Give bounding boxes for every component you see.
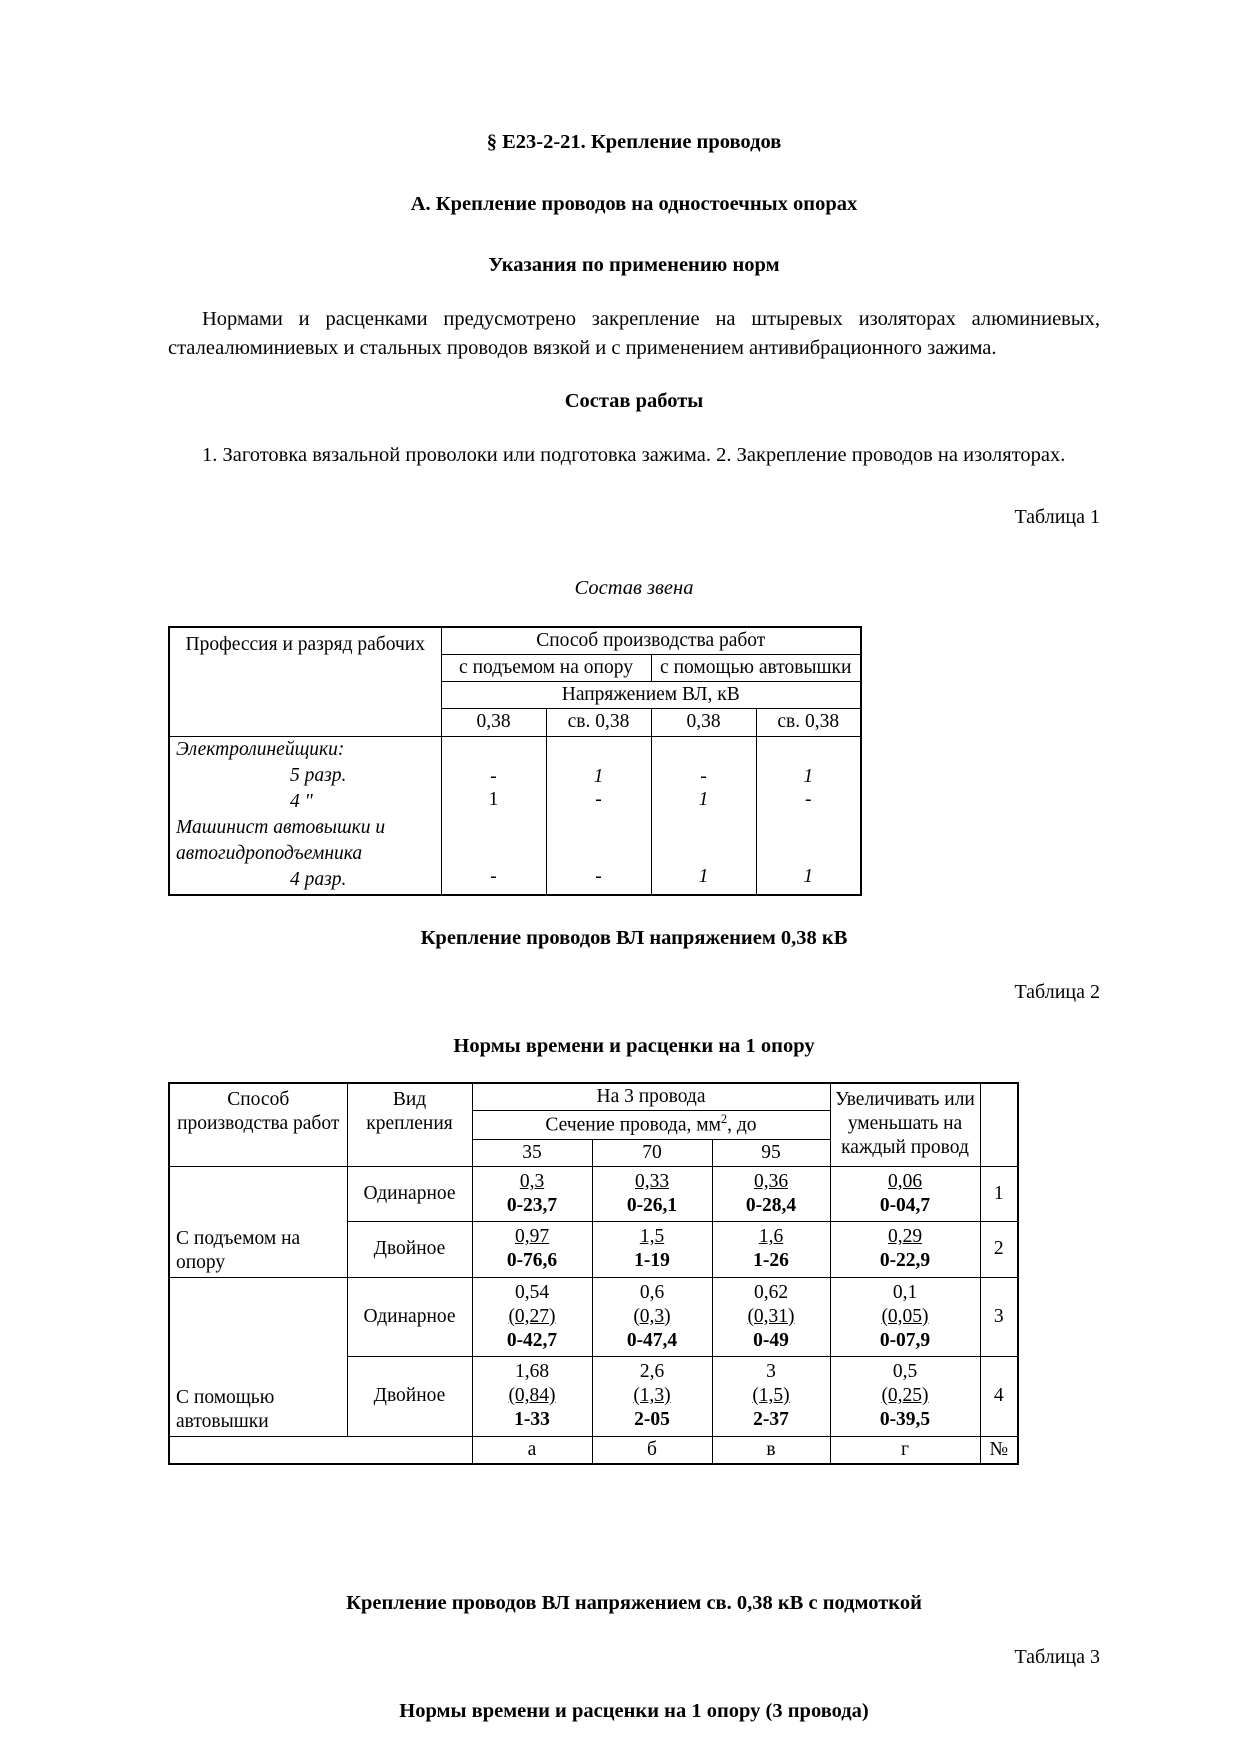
table1-value: 1 — [803, 765, 814, 787]
table2-col-adjust: Увеличивать или уменьшать на каждый провод — [830, 1083, 980, 1167]
table2-data-cell — [472, 1357, 592, 1437]
table1-row-label: 4 " — [169, 789, 441, 815]
table2-data-cell — [712, 1222, 830, 1277]
norm-value: 0,97 — [514, 1226, 550, 1248]
rate-value: 1-33 — [514, 1409, 550, 1431]
table1-voltage-4: св. 0,38 — [756, 709, 861, 736]
table2-footer-a: а — [472, 1436, 592, 1464]
table2-section-tail: , до — [727, 1114, 757, 1136]
table2-footer-g: г — [830, 1436, 980, 1464]
rate-value: 0-39,5 — [879, 1409, 931, 1431]
subsection-title: А. Крепление проводов на одностоечных опорах — [410, 192, 858, 215]
norm-value: 0,1 — [892, 1281, 918, 1303]
table2-col-kind: Вид крепления — [347, 1083, 472, 1167]
norm-value: 0,06 — [887, 1170, 923, 1192]
table2-row-number: 4 — [980, 1357, 1018, 1437]
rate-value: 1-19 — [634, 1250, 670, 1272]
table3-label: Таблица 3 — [1014, 1646, 1100, 1669]
table-norms-per-support — [168, 1082, 1019, 1465]
table2-section-35: 35 — [472, 1139, 592, 1166]
table2-kind-label: Одинарное — [347, 1166, 472, 1221]
table1-caption: Состав звена — [574, 576, 694, 599]
table2-data-cell — [712, 1166, 830, 1221]
rate-value: 0-76,6 — [506, 1250, 558, 1272]
table2-data-cell — [472, 1166, 592, 1221]
table1-value: 1 — [593, 765, 604, 787]
table1-voltage-label: Напряжением ВЛ, кВ — [441, 682, 861, 709]
table1-col-profession: Профессия и разряд рабочих — [169, 627, 441, 736]
table2-heading: Крепление проводов ВЛ напряжением 0,38 кВ — [420, 926, 848, 949]
norm-alt-value: (0,84) — [508, 1385, 556, 1407]
rate-value: 0-22,9 — [879, 1250, 931, 1272]
norm-value: 0,3 — [519, 1170, 545, 1192]
table1-voltage-2: св. 0,38 — [546, 709, 651, 736]
table2-data-cell — [592, 1277, 712, 1357]
rate-value: 0-04,7 — [879, 1194, 931, 1216]
table1-value: 1 — [698, 866, 709, 888]
norm-value: 1,5 — [639, 1226, 665, 1248]
table2-method-label: С подъемом на опору — [169, 1166, 347, 1277]
table1-cellgroup-v4 — [756, 736, 861, 895]
table2-header-row-1 — [169, 1083, 1018, 1111]
table2-data-cell — [592, 1166, 712, 1221]
rate-value: 1-26 — [753, 1250, 789, 1272]
norm-value: 0,62 — [753, 1281, 789, 1303]
table2-kind-label: Двойное — [347, 1222, 472, 1277]
table3-caption: Нормы времени и расценки на 1 опору (3 провода) — [399, 1700, 869, 1723]
table1-cellgroup-v3 — [651, 736, 756, 895]
table1-label: Таблица 1 — [1014, 505, 1100, 528]
usage-paragraph: Нормами и расценками предусмотрено закрепление на штыревых изоляторах алюминиевых, сталеалюминиевых и стальных проводов вязкой и с применением антивибрационного зажима. — [168, 307, 1100, 359]
norm-alt-value: (0,3) — [633, 1305, 671, 1327]
table-row — [169, 1166, 1018, 1221]
table1-col-method: Способ производства работ — [441, 627, 861, 655]
rate-value: 0-28,4 — [745, 1194, 797, 1216]
norm-value: 1,68 — [514, 1361, 550, 1383]
table2-caption: Нормы времени и расценки на 1 опору — [453, 1035, 815, 1058]
table1-value: 1 — [488, 788, 499, 810]
table2-kind-label: Одинарное — [347, 1277, 472, 1357]
rate-value: 0-49 — [753, 1329, 789, 1351]
rate-value: 0-07,9 — [879, 1329, 931, 1351]
table1-row-label: 4 разр. — [169, 867, 441, 894]
norm-value: 0,33 — [634, 1170, 670, 1192]
table1-value: 1 — [803, 866, 814, 888]
table1-row-label: 5 разр. — [169, 763, 441, 789]
table2-data-cell — [712, 1277, 830, 1357]
norm-value: 0,29 — [887, 1226, 923, 1248]
usage-heading: Указания по применению норм — [488, 254, 780, 277]
norm-alt-value: (0,25) — [881, 1385, 929, 1407]
table1-method-lift: с подъемом на опору — [441, 655, 651, 682]
table2-data-cell — [830, 1277, 980, 1357]
table2-footer-row — [169, 1436, 1018, 1464]
norm-value: 0,36 — [753, 1170, 789, 1192]
table1-cellgroup-v2 — [546, 736, 651, 895]
table1-value: - — [595, 866, 602, 888]
table1-row-label: Электролинейщики: — [169, 736, 441, 763]
table2-section-text: Сечение провода, мм — [545, 1114, 721, 1136]
table2-data-cell — [472, 1222, 592, 1277]
table1-value: - — [700, 765, 707, 787]
work-heading: Состав работы — [564, 390, 704, 413]
table2-data-cell — [830, 1222, 980, 1277]
rate-value: 2-05 — [634, 1409, 670, 1431]
table3-heading: Крепление проводов ВЛ напряжением св. 0,38 кВ с подмоткой — [346, 1591, 922, 1614]
table1-voltage-3: 0,38 — [651, 709, 756, 736]
table1-value: - — [805, 788, 812, 810]
norm-value: 0,5 — [892, 1361, 918, 1383]
norm-value: 0,6 — [639, 1281, 665, 1303]
norm-alt-value: (1,3) — [633, 1385, 671, 1407]
norm-alt-value: (0,31) — [747, 1305, 795, 1327]
table2-label: Таблица 2 — [1014, 981, 1100, 1004]
rate-value: 0-47,4 — [626, 1329, 678, 1351]
table-row — [169, 1277, 1018, 1357]
table2-footer-num: № — [980, 1436, 1018, 1464]
table1-value: - — [490, 765, 497, 787]
table-row — [169, 736, 861, 763]
table1-row-label: автогидроподъемника — [169, 841, 441, 867]
table1-voltage-1: 0,38 — [441, 709, 546, 736]
rate-value: 0-23,7 — [506, 1194, 558, 1216]
rate-value: 0-42,7 — [506, 1329, 558, 1351]
table1-cellgroup-v1 — [441, 736, 546, 895]
table1-value: - — [490, 866, 497, 888]
table2-section-superscript: 2 — [720, 1111, 728, 1126]
table2-data-cell — [712, 1357, 830, 1437]
norm-value: 1,6 — [758, 1226, 784, 1248]
norm-alt-value: (0,27) — [508, 1305, 556, 1327]
table2-section-70: 70 — [592, 1139, 712, 1166]
norm-alt-value: (0,05) — [881, 1305, 929, 1327]
table1-row-label: Машинист автовышки и — [169, 815, 441, 841]
norm-value: 2,6 — [639, 1361, 665, 1383]
table2-row-number: 2 — [980, 1222, 1018, 1277]
table1-header-row-1 — [169, 627, 861, 655]
table2-col-method: Способ производства работ — [169, 1083, 347, 1167]
table2-row-number: 3 — [980, 1277, 1018, 1357]
table2-kind-label: Двойное — [347, 1357, 472, 1437]
table2-data-cell — [472, 1277, 592, 1357]
norm-value: 3 — [766, 1361, 776, 1383]
table2-data-cell — [830, 1166, 980, 1221]
work-paragraph: 1. Заготовка вязальной проволоки или подготовка зажима. 2. Закрепление проводов на изоляторах. — [202, 443, 1066, 466]
table2-group-3wires: На 3 провода — [472, 1083, 830, 1111]
table2-footer-b: б — [592, 1436, 712, 1464]
table1-value: 1 — [698, 788, 709, 810]
norm-value: 0,54 — [514, 1281, 550, 1303]
page-title: § Е23-2-21. Крепление проводов — [486, 131, 782, 153]
table2-col-num — [980, 1083, 1018, 1167]
table2-footer-blank — [169, 1436, 472, 1464]
table-squad-composition — [168, 626, 862, 896]
table2-footer-v: в — [712, 1436, 830, 1464]
table2-section-95: 95 — [712, 1139, 830, 1166]
rate-value: 2-37 — [753, 1409, 789, 1431]
table2-data-cell — [830, 1357, 980, 1437]
rate-value: 0-26,1 — [626, 1194, 678, 1216]
table1-method-bucket: с помощью автовышки — [651, 655, 861, 682]
table2-data-cell — [592, 1357, 712, 1437]
table2-section-label — [472, 1110, 830, 1139]
table2-method-label: С помощью автовышки — [169, 1277, 347, 1436]
norm-alt-value: (1,5) — [752, 1385, 790, 1407]
table2-row-number: 1 — [980, 1166, 1018, 1221]
table1-value: - — [595, 788, 602, 810]
table2-data-cell — [592, 1222, 712, 1277]
